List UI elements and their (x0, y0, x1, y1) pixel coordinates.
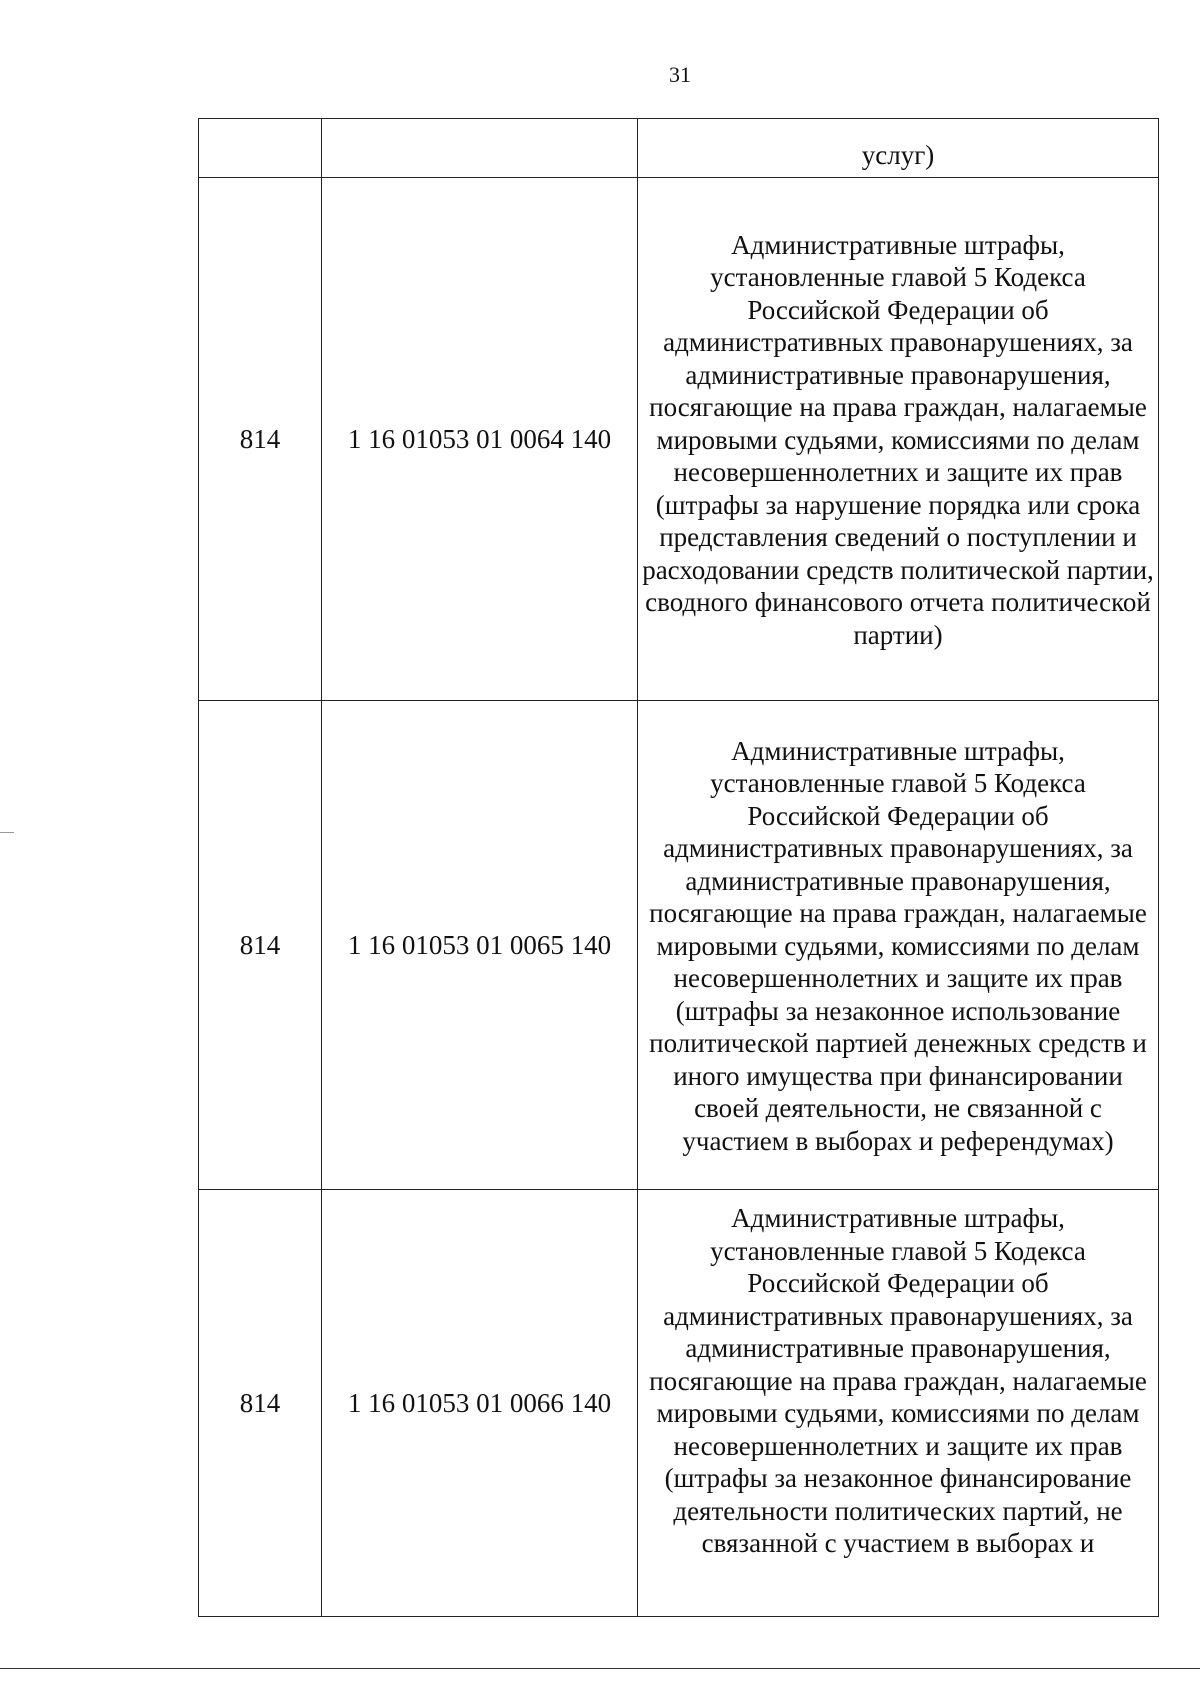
revenue-code-table (198, 118, 1159, 1617)
description-cell: Административные штрафы, установленные главой 5 Кодекса Российской Федерации об административных правонарушениях, за административные правонарушения, посягающие на права граждан, налагаемые мировыми судьями, комиссиями по делам несовершеннолетних и защите их прав (штрафы за незаконное использование политической партией денежных средств и иного имущества при финансировании своей деятельности, не связанной с участием в выборах и референдумах) (638, 701, 1159, 1190)
table-row (199, 178, 1159, 701)
admin-code-cell: 814 (199, 178, 322, 701)
budget-code-cell: 1 16 01053 01 0064 140 (322, 178, 638, 701)
admin-code-cell: 814 (199, 701, 322, 1190)
description-cell: Административные штрафы, установленные главой 5 Кодекса Российской Федерации об административных правонарушениях, за административные правонарушения, посягающие на права граждан, налагаемые мировыми судьями, комиссиями по делам несовершеннолетних и защите их прав (штрафы за нарушение порядка или срока представления сведений о поступлении и расходовании средств политической партии, сводного финансового отчета политической партии) (638, 178, 1159, 701)
admin-code-cell: 814 (199, 1190, 322, 1617)
description-cell: Административные штрафы, установленные главой 5 Кодекса Российской Федерации об административных правонарушениях, за административные правонарушения, посягающие на права граждан, налагаемые мировыми судьями, комиссиями по делам несовершеннолетних и защите их прав (штрафы за незаконное финансирование деятельности политических партий, не связанной с участием в выборах и (638, 1190, 1159, 1617)
table-row (199, 1190, 1159, 1617)
page-number: 31 (669, 62, 691, 87)
table-row-continuation (199, 119, 1159, 178)
budget-code-cell: 1 16 01053 01 0066 140 (322, 1190, 638, 1617)
scan-margin-mark (0, 832, 14, 833)
admin-code-cell (199, 119, 322, 178)
budget-code-cell: 1 16 01053 01 0065 140 (322, 701, 638, 1190)
table-row (199, 701, 1159, 1190)
budget-code-cell (322, 119, 638, 178)
description-cell: услуг) (638, 119, 1159, 178)
page-bottom-rule (0, 1668, 1200, 1669)
